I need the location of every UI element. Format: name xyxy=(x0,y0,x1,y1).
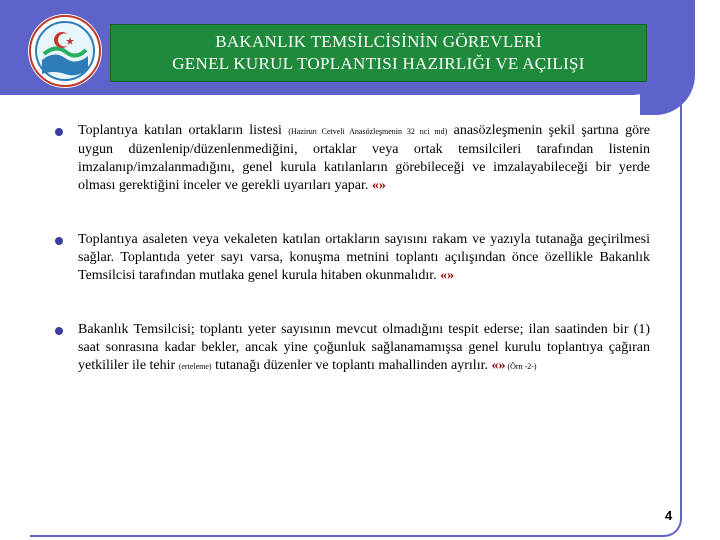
bullet-mark: «» xyxy=(491,358,506,373)
bullet-text xyxy=(78,321,650,376)
bullet-dot-icon xyxy=(55,327,63,335)
bullet-note: (Hazirun Cetveli Anasözleşmenin 32 nci md) xyxy=(288,127,448,136)
title-line-1: BAKANLIK TEMSİLCİSİNİN GÖREVLERİ xyxy=(215,32,542,51)
bullet-text-part: Toplantıya asaleten veya vekaleten katılan ortakların sayısını rakam ve yazıyla tutanağa geçirilmesi sağlar. Toplantıda yeter sayı varsa, konuşma metnini toplantı açılışından önce özellikle Bakanlık Temsilcisi tarafından mutlaka genel kurula hitaben okunmalıdır. xyxy=(78,232,650,283)
bullet-text-part: tutanağı düzenler ve toplantı mahallinden ayrılır. xyxy=(211,358,492,373)
ministry-emblem-icon xyxy=(28,14,102,88)
bullet-note: (Örn -2-) xyxy=(505,362,537,371)
bullet-text-part: Bakanlık Temsilcisi; toplantı yeter sayısının mevcut olmadığını tespit ederse; ilan saatinden bir (1) saat sonrasına kadar bekler, ancak yine çoğunluk sağlanamamışsa genel kurulu toplantıya çağıran yetkililer ile tehir xyxy=(78,322,650,373)
page-number: 4 xyxy=(665,508,673,523)
bullet-mark: «» xyxy=(440,268,455,283)
bullet-text-part: anasözleşmenin şekil şartına göre uygun düzenlenip/düzenlenmediğini, ortaklar veya ortak temsilcileri tarafından listenin imzalanıp/imzalanmadığını, genel kurula katılanların görebileceği ve imzalayabileceği bir yerde olması gerektiğini inceler ve gerekli uyarıları yapar. xyxy=(78,123,650,193)
bullet-text-part: Toplantıya katılan ortakların listesi xyxy=(78,123,289,138)
bullet-dot-icon xyxy=(55,128,63,136)
bullet-note: (erteleme) xyxy=(178,362,212,371)
bullet-text xyxy=(78,231,650,285)
title-line-2: GENEL KURUL TOPLANTISI HAZIRLIĞI VE AÇILIŞI xyxy=(172,54,585,73)
bullet-mark: «» xyxy=(371,178,386,193)
slide-title xyxy=(110,24,647,82)
list-item xyxy=(55,122,650,195)
bullet-dot-icon xyxy=(55,237,63,245)
list-item xyxy=(55,321,650,376)
bullet-text xyxy=(78,122,650,195)
list-item xyxy=(55,231,650,285)
bullet-list xyxy=(55,122,650,412)
